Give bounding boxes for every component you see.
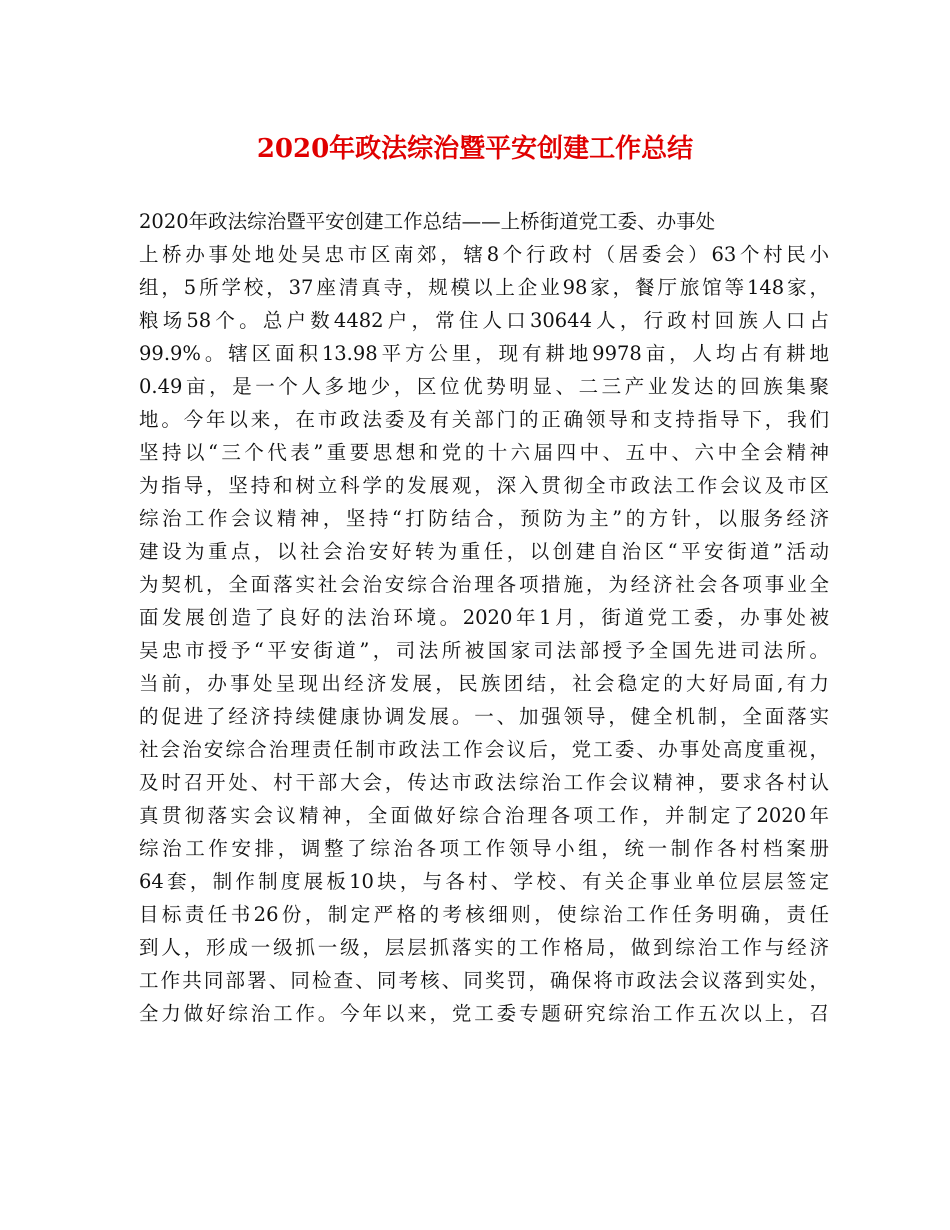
body-line: 到人，形成一级抓一级，层层抓落实的工作格局，做到综治工作与经济 [139, 936, 829, 959]
body-line: 64套，制作制度展板10块，与各村、学校、有关企事业单位层层签定 [139, 870, 829, 893]
document-title: 2020年政法综治暨平安创建工作总结 [256, 134, 694, 164]
body-line: 的促进了经济持续健康协调发展。一、加强领导，健全机制，全面落实 [139, 705, 829, 728]
body-line: 上桥办事处地处吴忠市区南郊，辖8个行政村（居委会）63个村民小 [139, 243, 829, 266]
body-line: 建设为重点，以社会治安好转为重任，以创建自治区“平安街道”活动 [139, 540, 829, 563]
body-line: 综治工作会议精神，坚持“打防结合，预防为主”的方针，以服务经济 [139, 507, 829, 530]
document-body [139, 205, 829, 1030]
body-line: 坚持以“三个代表”重要思想和党的十六届四中、五中、六中全会精神 [139, 441, 829, 464]
body-line: 粮场58个。总户数4482户，常住人口30644人，行政村回族人口占 [139, 309, 829, 332]
body-line: 为契机，全面落实社会治安综合治理各项措施，为经济社会各项事业全 [139, 573, 829, 596]
body-line: 面发展创造了良好的法治环境。2020年1月，街道党工委，办事处被 [139, 606, 829, 629]
body-line: 0.49亩，是一个人多地少，区位优势明显、二三产业发达的回族集聚 [139, 375, 829, 398]
body-line: 及时召开处、村干部大会，传达市政法综治工作会议精神，要求各村认 [139, 771, 829, 794]
body-line: 吴忠市授予“平安街道”，司法所被国家司法部授予全国先进司法所。 [139, 639, 829, 662]
body-line: 工作共同部署、同检查、同考核、同奖罚，确保将市政法会议落到实处， [139, 969, 829, 992]
body-line: 社会治安综合治理责任制市政法工作会议后，党工委、办事处高度重视， [139, 738, 829, 761]
body-line: 真贯彻落实会议精神，全面做好综合治理各项工作，并制定了2020年 [139, 804, 829, 827]
body-line: 99.9%。辖区面积13.98平方公里，现有耕地9978亩，人均占有耕地 [139, 342, 829, 365]
body-line: 地。今年以来，在市政法委及有关部门的正确领导和支持指导下，我们 [139, 408, 829, 431]
body-line: 全力做好综治工作。今年以来，党工委专题研究综治工作五次以上，召 [139, 1002, 829, 1025]
body-line: 为指导，坚持和树立科学的发展观，深入贯彻全市政法工作会议及市区 [139, 474, 829, 497]
body-line: 当前，办事处呈现出经济发展，民族团结，社会稳定的大好局面,有力 [139, 672, 829, 695]
body-line: 组，5所学校，37座清真寺，规模以上企业98家，餐厅旅馆等148家， [139, 276, 829, 299]
body-line: 综治工作安排，调整了综治各项工作领导小组，统一制作各村档案册 [139, 837, 829, 860]
body-line: 目标责任书26份，制定严格的考核细则，使综治工作任务明确，责任 [139, 903, 829, 926]
body-line: 2020年政法综治暨平安创建工作总结——上桥街道党工委、办事处 [139, 210, 716, 233]
